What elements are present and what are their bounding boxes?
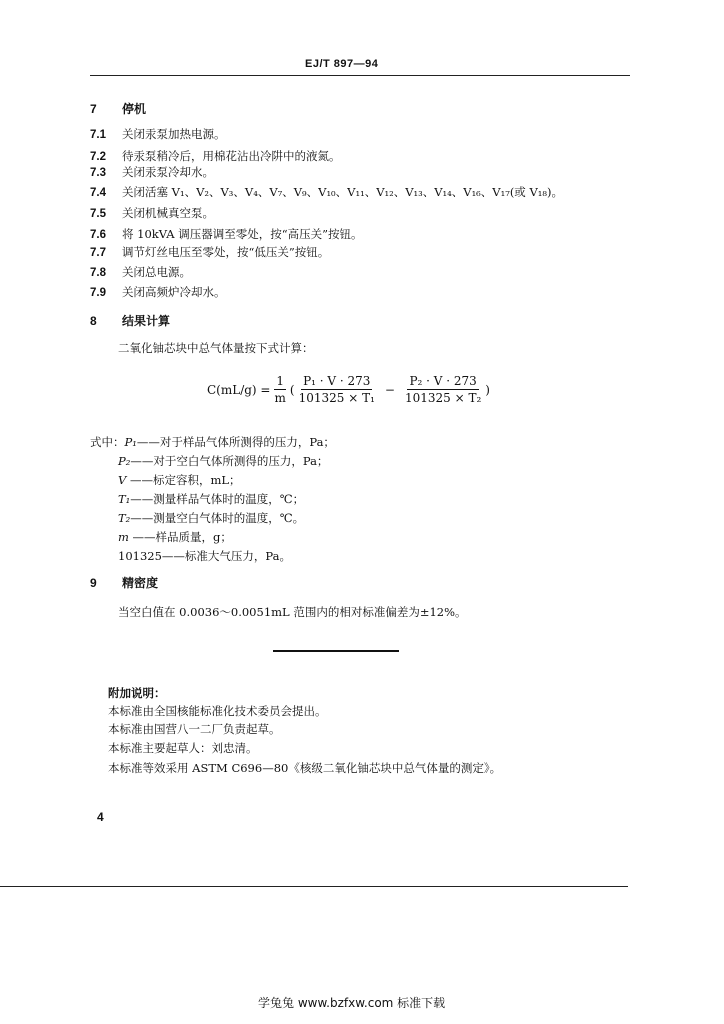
coefficient-numerator: 1 — [276, 374, 285, 388]
section-9-heading — [90, 574, 158, 591]
step-7-9 — [90, 284, 226, 300]
step-number: 7.2 — [90, 151, 106, 163]
formula-close-paren: ) — [485, 382, 490, 397]
variable-symbol: P₁ — [124, 435, 137, 449]
section-7-heading — [90, 100, 146, 117]
note-line: 本标准等效采用 ASTM C696—80《核级二氧化铀芯块中总气体量的测定》。 — [108, 761, 502, 775]
step-text: 关闭总电源。 — [122, 265, 191, 279]
variable-symbol: m — [118, 530, 129, 544]
step-text: 关闭活塞 V₁、V₂、V₃、V₄、V₇、V₉、V₁₀、V₁₁、V₁₂、V₁₃、V₁₄、V₁₆、V₁₇(或 V₁₈)。 — [122, 185, 563, 199]
section-9-number: 9 — [90, 576, 97, 590]
step-number: 7.3 — [90, 167, 106, 179]
formula-sample-term — [297, 374, 377, 405]
step-number: 7.4 — [90, 187, 106, 199]
section-8-title: 结果计算 — [122, 314, 171, 328]
step-number: 7.7 — [90, 247, 106, 259]
variable-definition — [118, 453, 328, 469]
formula-coefficient — [273, 374, 288, 405]
watermark-footer: 学兔兔 www.bzfxw.com 标准下载 — [258, 996, 446, 1010]
blank-numerator: P₂ · V · 273 — [409, 374, 477, 388]
step-text: 将 10kVA 调压器调至零处，按“高压关”按钮。 — [122, 227, 363, 241]
header-rule — [90, 75, 630, 76]
bottom-rule — [0, 886, 628, 887]
variable-definition — [90, 434, 335, 450]
step-7-3 — [90, 164, 214, 180]
formula-lhs: C(mL/g) = — [207, 382, 271, 397]
where-lead: 式中： — [90, 435, 125, 449]
variable-description: ——样品质量，g； — [128, 530, 232, 544]
section-8-number: 8 — [90, 314, 97, 328]
total-gas-formula — [207, 374, 490, 405]
step-7-1 — [90, 126, 226, 142]
note-line: 本标准由全国核能标准化技术委员会提出。 — [108, 704, 327, 718]
variable-definition — [118, 529, 232, 545]
blank-denominator: 101325 × T₂ — [404, 391, 482, 405]
step-7-7 — [90, 244, 329, 260]
formula-open-paren: ( — [289, 382, 295, 397]
variable-symbol: V — [118, 473, 127, 487]
step-number: 7.6 — [90, 229, 106, 241]
document-code-header: EJ/T 897—94 — [305, 58, 379, 70]
variable-definition — [118, 472, 241, 488]
step-text: 关闭汞泵加热电源。 — [122, 127, 226, 141]
step-7-2 — [90, 148, 341, 164]
variable-symbol: T₁ — [118, 492, 131, 506]
step-7-8 — [90, 264, 191, 280]
variable-symbol: T₂ — [118, 511, 131, 525]
section-7-number: 7 — [90, 102, 97, 116]
section-8-intro: 二氧化铀芯块中总气体量按下式计算： — [118, 341, 314, 355]
variable-definition — [118, 510, 304, 526]
variable-symbol: P₂ — [118, 454, 131, 468]
formula-minus: − — [384, 382, 395, 397]
section-separator-rule — [273, 650, 399, 652]
variable-description: ——测量样品气体时的温度，℃； — [130, 492, 305, 506]
step-text: 调节灯丝电压至零处，按“低压关”按钮。 — [122, 245, 330, 259]
variable-description: ——标准大气压力，Pa。 — [161, 549, 291, 563]
step-text: 待汞泵稍冷后，用棉花沾出冷阱中的液氮。 — [122, 149, 341, 163]
step-7-5 — [90, 205, 214, 221]
section-9-title: 精密度 — [122, 576, 159, 590]
step-number: 7.8 — [90, 267, 106, 279]
step-text: 关闭汞泵冷却水。 — [122, 165, 214, 179]
variable-symbol: 101325 — [118, 549, 162, 563]
sample-numerator: P₁ · V · 273 — [303, 374, 371, 388]
variable-description: ——对于空白气体所测得的压力，Pa； — [130, 454, 329, 468]
variable-definition — [118, 491, 304, 507]
section-8-heading — [90, 312, 170, 329]
precision-statement: 当空白值在 0.0036～0.0051mL 范围内的相对标准偏差为±12%。 — [118, 605, 467, 619]
variable-description: ——标定容积，mL； — [126, 473, 241, 487]
formula-blank-term — [403, 374, 483, 405]
page-number: 4 — [97, 810, 104, 824]
note-line: 本标准主要起草人：刘忠清。 — [108, 741, 258, 755]
step-number: 7.9 — [90, 287, 106, 299]
variable-definition — [118, 548, 291, 564]
notes-title: 附加说明： — [108, 686, 166, 700]
step-7-6 — [90, 226, 363, 242]
variable-description: ——测量空白气体时的温度，℃。 — [130, 511, 305, 525]
section-7-title: 停机 — [122, 102, 147, 116]
step-text: 关闭机械真空泵。 — [122, 206, 214, 220]
coefficient-denominator: m — [274, 391, 286, 405]
step-text: 关闭高频炉冷却水。 — [122, 285, 226, 299]
sample-denominator: 101325 × T₁ — [298, 391, 375, 405]
step-number: 7.1 — [90, 129, 106, 141]
variable-description: ——对于样品气体所测得的压力，Pa； — [136, 435, 335, 449]
note-line: 本标准由国营八一二厂负责起草。 — [108, 722, 281, 736]
step-7-4 — [90, 184, 563, 200]
step-number: 7.5 — [90, 208, 106, 220]
